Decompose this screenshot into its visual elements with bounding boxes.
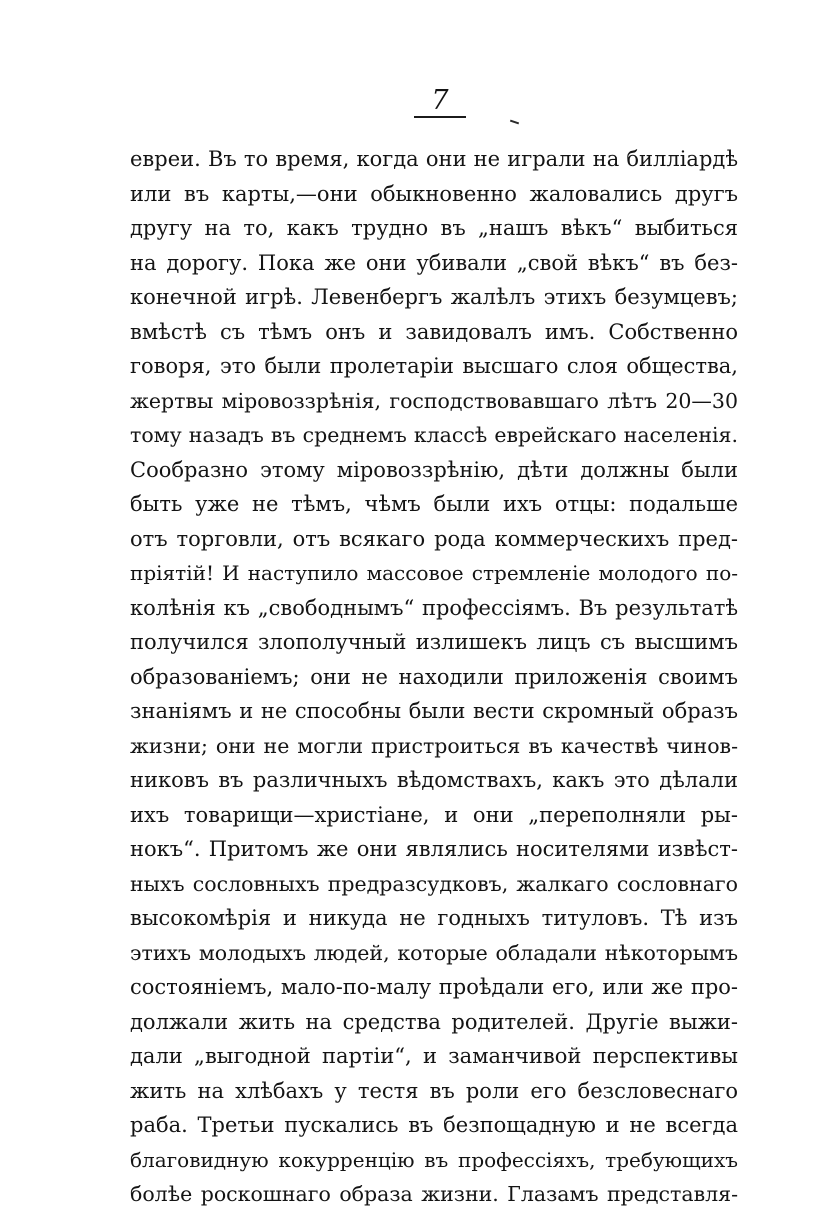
body-text (130, 142, 738, 1212)
text-line: должали жить на средства родителей. Другіе выжи- (130, 1009, 738, 1034)
text-line: никовъ въ различныхъ вѣдомствахъ, какъ это дѣлали (130, 768, 738, 792)
text-line: жертвы міровоззрѣнія, господствовавшаго лѣтъ 20—30 (130, 388, 738, 413)
text-line: жить на хлѣбахъ у тестя въ роли его безсловеснаго (130, 1078, 738, 1103)
text-line: ныхъ сословныхъ предразсудковъ, жалкаго сословнаго (130, 871, 738, 896)
text-line: ихъ товарищи—христіане, и они „переполняли ры- (130, 802, 738, 827)
text-line: нокъ“. Притомъ же они являлись носителями извѣст- (130, 837, 738, 861)
text-line: знаніямъ и не способны были вести скромный образъ (130, 699, 738, 723)
text-line: конечной игрѣ. Левенбергъ жалѣлъ этихъ безумцевъ; (130, 285, 738, 309)
text-line: раба. Третьи пускались въ безпощадную и не всегда (130, 1113, 738, 1137)
text-line: состояніемъ, мало-по-малу проѣдали его, или же про- (130, 975, 738, 999)
text-line: высокомѣрія и никуда не годныхъ титуловъ. Тѣ изъ (130, 906, 738, 930)
text-line: получился злополучный излишекъ лицъ съ высшимъ (130, 630, 738, 654)
text-line: говоря, это были пролетаріи высшаго слоя общества, (130, 354, 738, 378)
text-line: или въ карты,—они обыкновенно жаловались другъ (130, 181, 738, 206)
text-line: отъ торговли, отъ всякаго рода коммерческихъ пред- (130, 526, 738, 551)
text-line: образованіемъ; они не находили приложенія своимъ (130, 664, 738, 689)
text-line: благовидную кокурренцію въ профессіяхъ, требующихъ (130, 1147, 738, 1172)
text-line: другу на то, какъ трудно въ „нашъ вѣкъ“ выбиться (130, 216, 738, 240)
page-number-underline (414, 116, 466, 118)
print-speck (510, 120, 519, 125)
text-line: этихъ молодыхъ людей, которые обладали нѣкоторымъ (130, 940, 738, 965)
text-line: жизни; они не могли пристроиться въ качествѣ чинов- (130, 733, 738, 758)
text-line: на дорогу. Пока же они убивали „свой вѣкъ“ въ без- (130, 250, 738, 275)
text-line: болѣе роскошнаго образа жизни. Глазамъ представля- (130, 1182, 738, 1206)
page-number: 7 (431, 85, 449, 116)
text-line: вмѣстѣ съ тѣмъ онъ и завидовалъ имъ. Собственно (130, 319, 738, 344)
text-line: евреи. Въ то время, когда они не играли на билліардѣ (130, 147, 738, 171)
text-line: колѣнія къ „свободнымъ“ профессіямъ. Въ результатѣ (130, 595, 738, 620)
text-line: тому назадъ въ среднемъ классѣ еврейскаго населенія. (130, 423, 738, 447)
text-line: Сообразно этому міровоззрѣнію, дѣти должны были (130, 457, 738, 482)
text-line: быть уже не тѣмъ, чѣмъ были ихъ отцы: подальше (130, 492, 738, 516)
text-line: дали „выгодной партіи“, и заманчивой перспективы (130, 1044, 738, 1068)
text-line: пріятій! И наступило массовое стремленіе молодого по- (130, 561, 738, 585)
